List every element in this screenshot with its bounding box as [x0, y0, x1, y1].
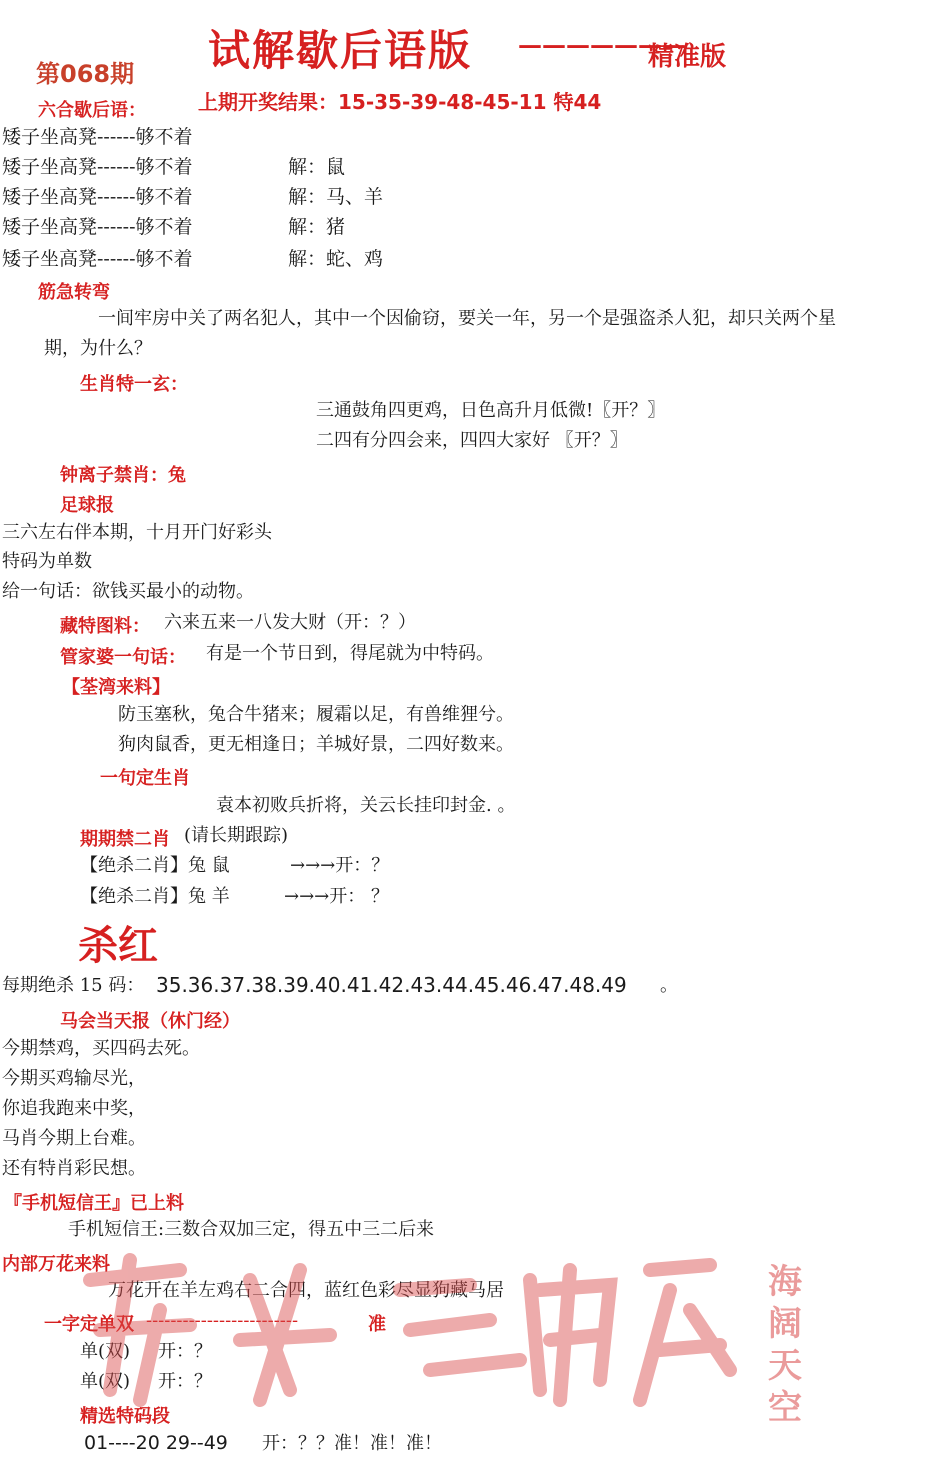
quanwan-line: 防玉塞秋，兔合牛猪来；履霜以足，有兽维狸兮。	[118, 704, 514, 725]
mahui-line: 今期买鸡输尽光，	[2, 1068, 146, 1089]
wanhua-heading: 内部万花来料	[2, 1254, 110, 1275]
last-result: 上期开奖结果：15-35-39-48-45-11 特44	[198, 90, 602, 114]
shahong-label: 每期绝杀 15 码：	[2, 975, 145, 996]
liuhe-answer: 解：蛇、鸡	[288, 248, 384, 270]
danshuang-dashes: -------------------------	[146, 1310, 299, 1331]
quanwan-heading: 【荃湾来料】	[62, 677, 170, 698]
seal-char: 海	[768, 1262, 802, 1302]
wanhua-text: 万花开在羊左鸡右二合四，蓝红色彩尽显狗藏马居	[108, 1280, 504, 1301]
title-dash: ———————	[518, 30, 686, 59]
qiqi-row-label: 【绝杀二肖】兔 鼠	[80, 855, 230, 876]
liuhe-line: 矮子坐高凳------够不着	[2, 216, 193, 238]
page-subtitle: 精准版	[648, 42, 727, 72]
guanjia-label: 管家婆一句话：	[60, 647, 186, 668]
danshuang-heading: 一字定单双	[44, 1314, 134, 1335]
football-line: 特码为单数	[2, 551, 92, 572]
sms-heading: 『手机短信王』已上料	[4, 1193, 184, 1214]
danshuang-row-kai: 开：？	[158, 1341, 212, 1362]
duan-kai: 开：？？准！准！准！	[262, 1433, 442, 1454]
mahui-line: 马肖今期上台难。	[2, 1128, 146, 1149]
mahui-heading: 马会当天报（休门经）	[60, 1011, 240, 1032]
liuhe-line: 矮子坐高凳------够不着	[2, 186, 193, 208]
duan-range: 01----20 29--49	[84, 1432, 228, 1454]
brain-line-2: 期，为什么？	[44, 338, 152, 359]
brain-line-1: 一间牢房中关了两名犯人，其中一个因偷窃，要关一年，另一个是强盗杀人犯，却只关两个星	[98, 308, 836, 329]
yiju-heading: 一句定生肖	[100, 768, 190, 789]
seal-char: 空	[768, 1388, 802, 1428]
liuhe-line: 矮子坐高凳------够不着	[2, 156, 193, 178]
danshuang-row-label: 单(双)	[80, 1371, 131, 1392]
yiju-text: 袁本初败兵折将，关云长挂印封金. 。	[216, 795, 516, 816]
calligraphy-watermark	[70, 1250, 750, 1410]
cangte-text: 六来五来一八发大财（开：？）	[164, 612, 416, 633]
page-title: 试解歇后语版	[208, 26, 473, 75]
danshuang-row-label: 单(双)	[80, 1341, 131, 1362]
liuhe-heading: 六合歇后语：	[38, 100, 146, 121]
liuhe-line: 矮子坐高凳------够不着	[2, 248, 193, 270]
qiqi-note: (请长期跟踪)	[184, 825, 289, 846]
seal-char: 天	[768, 1346, 802, 1386]
football-line: 三六左右伴本期，十月开门好彩头	[2, 522, 272, 543]
shengxiao-heading: 生肖特一玄：	[80, 374, 188, 395]
danshuang-row-kai: 开：？	[158, 1371, 212, 1392]
liuhe-answer: 解：猪	[288, 216, 346, 238]
quanwan-line: 狗肉鼠香，更无相逢日；羊城好景，二四好数来。	[118, 734, 514, 755]
qiqi-heading: 期期禁二肖	[80, 829, 170, 850]
sms-text: 手机短信王:三数合双加三定，得五中三二后来	[68, 1219, 435, 1240]
shahong-end: 。	[660, 975, 678, 996]
duan-heading: 精选特码段	[80, 1406, 170, 1427]
mahui-line: 还有特肖彩民想。	[2, 1158, 146, 1179]
qiqi-row-label: 【绝杀二肖】兔 羊	[80, 886, 230, 907]
liuhe-answer: 解：马、羊	[288, 186, 384, 208]
cangte-label: 藏特图料：	[60, 616, 150, 637]
brain-heading: 筋急转弯	[38, 282, 110, 303]
shahong-title: 杀红	[78, 922, 158, 969]
football-line: 给一句话：欲钱买最小的动物。	[2, 581, 254, 602]
shengxiao-line-1: 三通鼓角四更鸡，日色高升月低微!〖开？〗	[316, 400, 666, 421]
liuhe-answer: 解：鼠	[288, 156, 346, 178]
mahui-line: 今期禁鸡，买四码去死。	[2, 1038, 200, 1059]
mahui-line: 你追我跑来中奖，	[2, 1098, 146, 1119]
qiqi-row-result: →→→开： ？	[284, 886, 389, 907]
shahong-numbers: 35.36.37.38.39.40.41.42.43.44.45.46.47.48.49	[156, 973, 627, 997]
zhongli-line: 钟离子禁肖：兔	[60, 465, 186, 486]
qiqi-row-result: →→→开：？	[290, 855, 390, 876]
seal-char: 阔	[768, 1304, 802, 1344]
football-heading: 足球报	[60, 495, 114, 516]
liuhe-line: 矮子坐高凳------够不着	[2, 126, 193, 148]
danshuang-suffix: 准	[368, 1314, 386, 1335]
calligraphy-watermark-strokes	[70, 1250, 750, 1410]
shengxiao-line-2: 二四有分四会来，四四大家好 〖开？〗	[316, 430, 628, 451]
guanjia-text: 有是一个节日到，得尾就为中特码。	[206, 643, 494, 664]
issue-number: 第068期	[36, 60, 135, 88]
